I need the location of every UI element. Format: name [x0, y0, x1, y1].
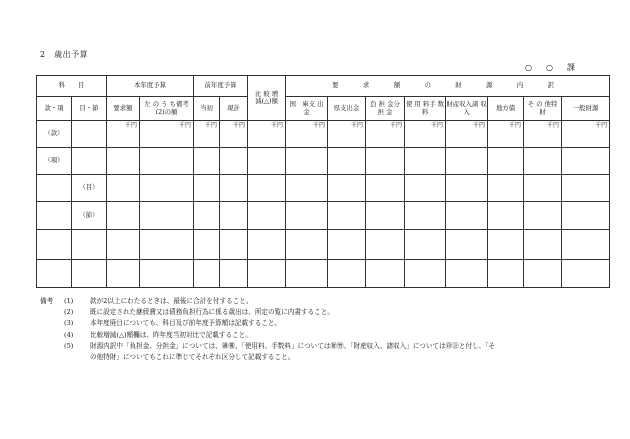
table-cell: [286, 230, 328, 259]
header-moku-setsu: 目・節: [72, 97, 107, 121]
table-cell: [405, 174, 446, 201]
table-cell: [140, 230, 194, 259]
table-cell: [286, 259, 328, 287]
table-cell: [37, 202, 72, 230]
header-hidari: 左 の う ち備考(2)の額: [140, 97, 194, 121]
table-cell: [488, 202, 524, 230]
header-futan: 負 担 金分 担 金: [366, 97, 405, 121]
table-cell: [328, 202, 366, 230]
table-row-kou: [37, 147, 610, 174]
table-cell: [107, 202, 140, 230]
table-cell: [446, 147, 488, 174]
unit-cell: 千円: [488, 121, 524, 147]
unit-cell: 千円: [140, 121, 194, 147]
table-row-moku: [37, 174, 610, 201]
unit-cell: 千円: [107, 121, 140, 147]
note-item: [40, 318, 610, 329]
table-cell: [366, 202, 405, 230]
header-shiyou: 使 用 料手 数 料: [405, 97, 446, 121]
unit-cell: 千円: [405, 121, 446, 147]
table-cell: [286, 147, 328, 174]
table-cell: [72, 230, 107, 259]
table-cell: [524, 147, 562, 174]
table-cell: [194, 202, 220, 230]
unit-cell: 千円: [562, 121, 610, 147]
table-cell: [405, 202, 446, 230]
table-cell: [37, 259, 72, 287]
note-text: 財源内訳中「負担金、分担金」については、㊜㊝、「使用料、手数料」については㊖㊕、「財産収入、諸収入」については㊞㊟と付し、「そ: [90, 341, 496, 350]
table-row: [37, 259, 610, 287]
header-row-2: [37, 97, 610, 121]
unit-cell: 千円: [286, 121, 328, 147]
notes-section: [40, 296, 610, 363]
note-number: (5): [64, 341, 74, 350]
department-label: ○ ○ 課: [525, 63, 578, 72]
table-cell: [194, 259, 220, 287]
table-cell: [37, 230, 72, 259]
table-cell: [488, 174, 524, 201]
table-cell: [405, 147, 446, 174]
table-cell: [107, 174, 140, 201]
table-cell: [562, 202, 610, 230]
table-cell: [405, 230, 446, 259]
table-cell: [220, 259, 248, 287]
table-cell: [562, 147, 610, 174]
table-cell: [220, 147, 248, 174]
table-cell: [286, 202, 328, 230]
row-label-kou: （項）: [37, 147, 72, 174]
header-chihousai: 地方債: [488, 97, 524, 121]
table-cell: [562, 230, 610, 259]
note-text: 既に設定された継続費又は債務負担行為に係る歳出は、所定の覧に内書すること。: [90, 308, 334, 317]
table-row-kan: [37, 121, 610, 147]
row-label-moku: （目）: [72, 174, 107, 201]
unit-cell: 千円: [220, 121, 248, 147]
table-cell: [72, 121, 107, 147]
table-cell: [328, 230, 366, 259]
table-row: [37, 230, 610, 259]
note-text: 款が2以上にわたるときは、最後に合計を付すること。: [90, 297, 253, 305]
table-cell: [524, 174, 562, 201]
header-ippan: 一般財源: [562, 97, 610, 121]
table-cell: [220, 230, 248, 259]
note-item: [40, 307, 610, 318]
header-zen-nendo: 前年度予算: [194, 76, 248, 97]
page-title: 2 歳出予算: [40, 50, 89, 59]
table-cell: [248, 259, 286, 287]
row-label-setsu: （節）: [72, 202, 107, 230]
header-kamoku: 科 目: [37, 76, 107, 97]
header-kokko: 国 庫支 出 金: [286, 97, 328, 121]
table-cell: [328, 174, 366, 201]
header-row-1: [37, 76, 610, 97]
table-cell: [248, 230, 286, 259]
table-cell: [286, 174, 328, 201]
table-cell: [446, 174, 488, 201]
unit-cell: 千円: [248, 121, 286, 147]
note-number: (3): [64, 319, 74, 328]
table-cell: [248, 202, 286, 230]
table-cell: [194, 230, 220, 259]
table-cell: [37, 174, 72, 201]
table-cell: [562, 174, 610, 201]
header-ken-shishutsu: 県支出金: [328, 97, 366, 121]
table-cell: [488, 259, 524, 287]
header-zaisan: 財産収入諸 収 入: [446, 97, 488, 121]
note-item: [40, 330, 610, 341]
note-number: (1): [64, 297, 74, 305]
header-zaigen-naiyaku: 要 求 額 の 財 源 内 訳: [286, 76, 610, 97]
note-number: (2): [64, 308, 74, 317]
header-genkei: 現計: [220, 97, 248, 121]
header-hon-nendo: 本年度予算: [107, 76, 194, 97]
table-cell: [140, 147, 194, 174]
table-cell: [366, 230, 405, 259]
table-cell: [140, 174, 194, 201]
row-label-kan: （款）: [37, 121, 72, 147]
header-youkyuu: 要求額: [107, 97, 140, 121]
table-cell: [446, 230, 488, 259]
table-row-setsu: [37, 202, 610, 230]
table-cell: [194, 147, 220, 174]
table-cell: [366, 174, 405, 201]
table-cell: [140, 259, 194, 287]
note-continuation: の他特財」についてもこれに準じてそれぞれ区分して記載すること。: [90, 353, 295, 362]
note-item: [40, 341, 610, 352]
table-cell: [446, 202, 488, 230]
unit-cell: 千円: [194, 121, 220, 147]
table-cell: [488, 230, 524, 259]
table-cell: [72, 259, 107, 287]
note-text: 本年度廃目についても、科目及び前年度予算額は記載すること。: [90, 319, 282, 328]
unit-cell: 千円: [366, 121, 405, 147]
header-kan-kou: 款・項: [37, 97, 72, 121]
table-cell: [366, 259, 405, 287]
note-number: (4): [64, 330, 74, 339]
header-tousho: 当初: [194, 97, 220, 121]
table-cell: [194, 174, 220, 201]
table-cell: [107, 259, 140, 287]
table-cell: [107, 147, 140, 174]
unit-cell: 千円: [446, 121, 488, 147]
unit-cell: 千円: [328, 121, 366, 147]
table-cell: [366, 147, 405, 174]
budget-table: [36, 75, 610, 288]
table-cell: [524, 259, 562, 287]
table-cell: [248, 147, 286, 174]
table-cell: [524, 230, 562, 259]
note-item: [40, 296, 610, 307]
table-cell: [140, 202, 194, 230]
header-hikaku: 比 較 増 減(△)額: [248, 76, 286, 121]
table-cell: [107, 230, 140, 259]
table-cell: [328, 147, 366, 174]
table-cell: [562, 259, 610, 287]
table-cell: [524, 202, 562, 230]
table-cell: [446, 259, 488, 287]
table-cell: [220, 174, 248, 201]
table-cell: [220, 202, 248, 230]
notes-heading: 備考: [40, 297, 54, 305]
table-cell: [328, 259, 366, 287]
header-sonota: そ の 他特 財: [524, 97, 562, 121]
table-cell: [405, 259, 446, 287]
table-cell: [248, 174, 286, 201]
unit-cell: 千円: [524, 121, 562, 147]
table-cell: [488, 147, 524, 174]
table-cell: [72, 147, 107, 174]
note-text: 比較増減(△)額欄は、昨年度当初対比で記載すること。: [90, 330, 252, 339]
